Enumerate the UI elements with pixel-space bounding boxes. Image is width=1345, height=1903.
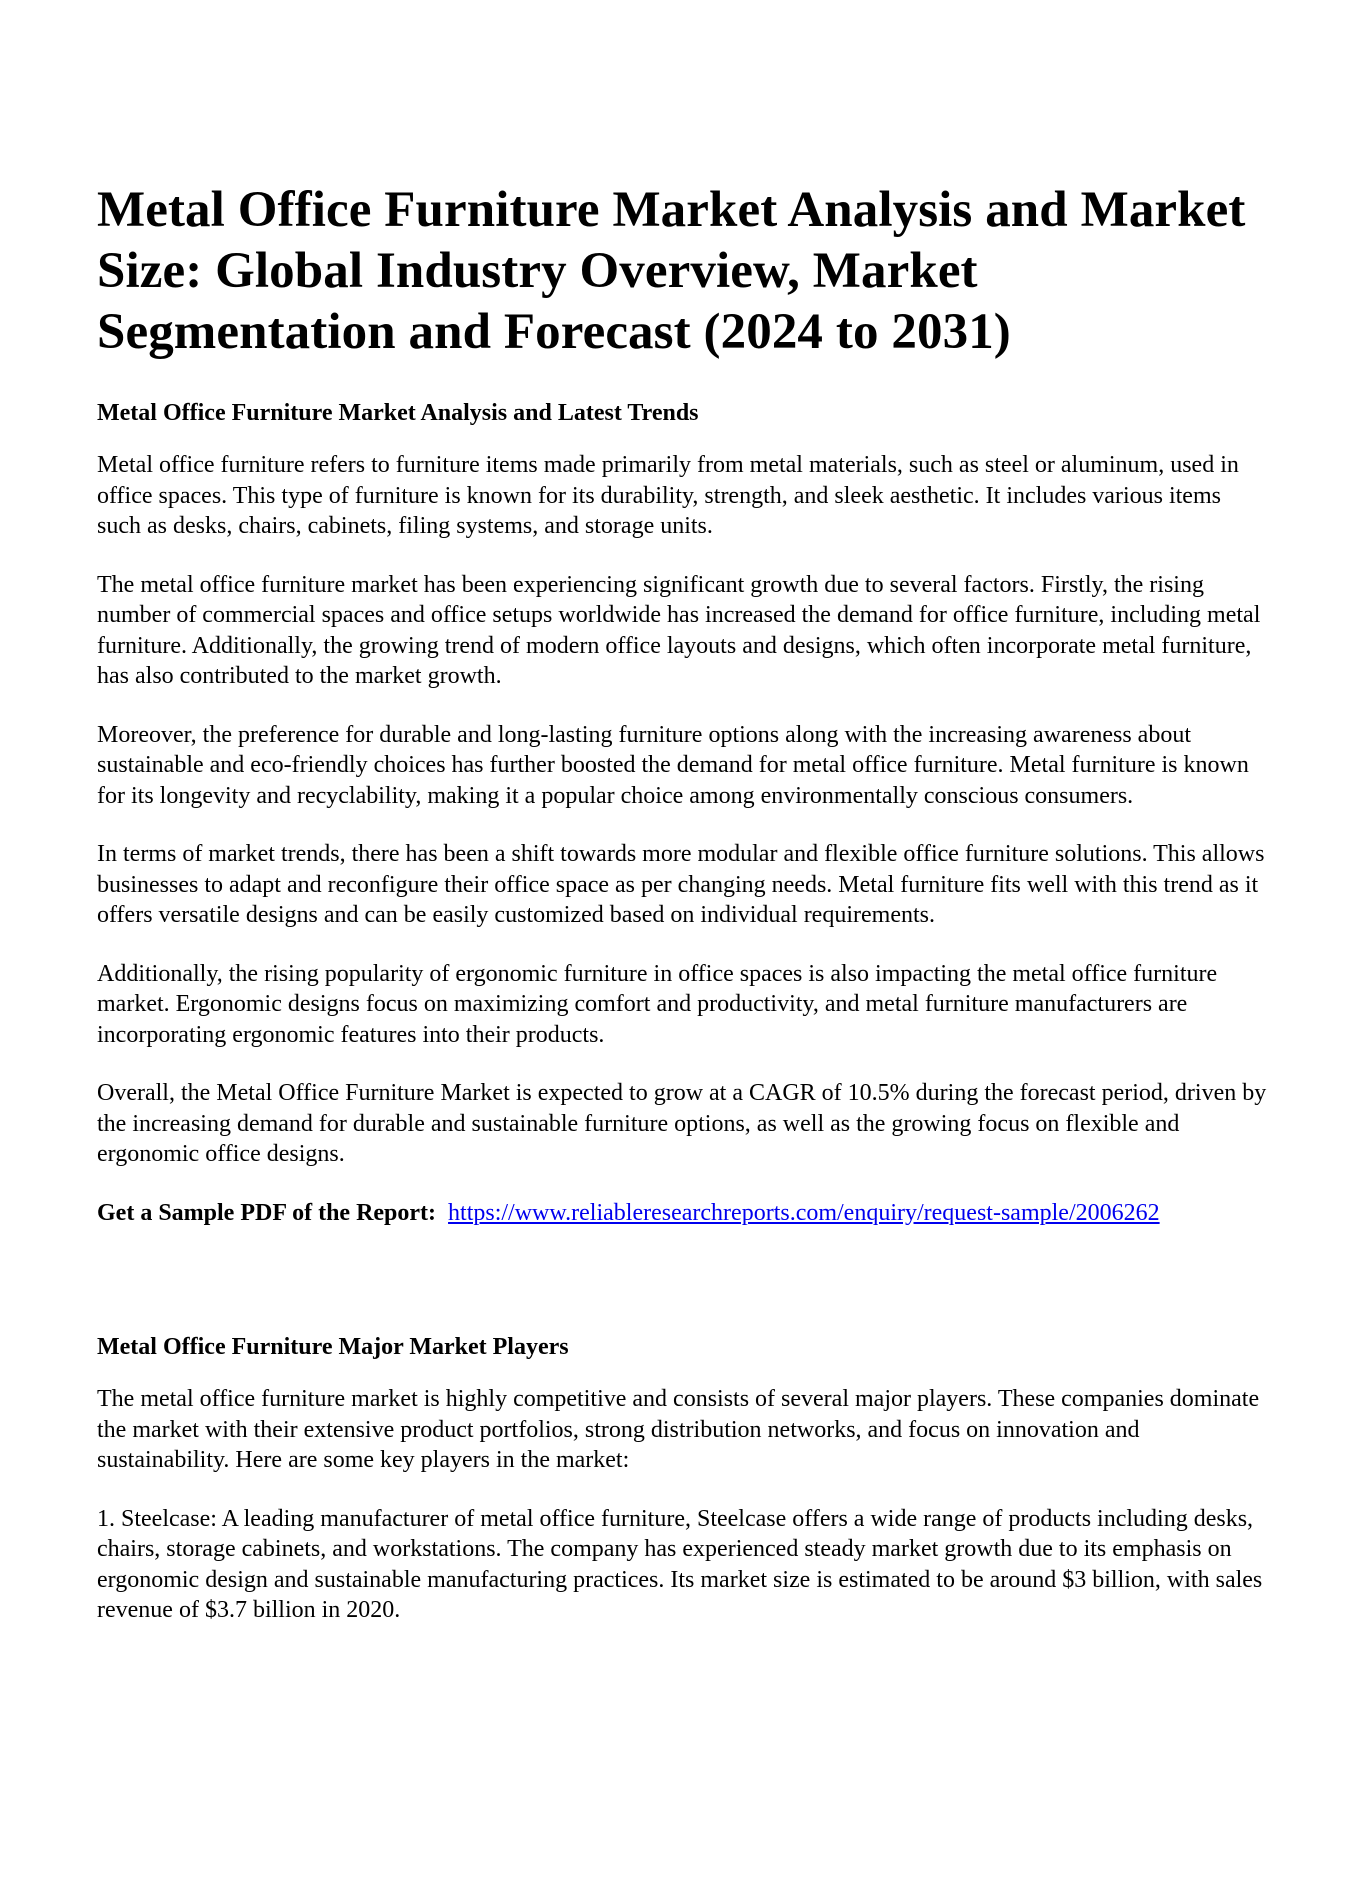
sample-pdf-link[interactable]: https://www.reliableresearchreports.com/enquiry/request-sample/2006262 (448, 1199, 1160, 1226)
sample-pdf-line (97, 1198, 1267, 1229)
paragraph: Moreover, the preference for durable and long-lasting furniture options along with the increasing awareness about sustainable and eco-friendly choices has further boosted the demand for metal office furniture. Metal furniture is known for its longevity and recyclability, making it a popular choice among environmentally conscious consumers. (97, 721, 1249, 809)
section-heading-players: Metal Office Furniture Major Market Players (97, 1334, 569, 1360)
section-heading-trends: Metal Office Furniture Market Analysis and Latest Trends (97, 400, 699, 426)
paragraph: The metal office furniture market has been experiencing significant growth due to several factors. Firstly, the rising number of commercial spaces and office setups worldwide has increased the demand for office furniture, including metal furniture. Additionally, the growing trend of modern office layouts and designs, which often incorporate metal furniture, has also contributed to the market growth. (97, 571, 1261, 689)
paragraph: The metal office furniture market is highly competitive and consists of several major players. These companies dominate the market with their extensive product portfolios, strong distribution networks, and focus on innovation and sustainability. Here are some key players in the market: (97, 1386, 1260, 1473)
paragraph: 1. Steelcase: A leading manufacturer of metal office furniture, Steelcase offers a wide range of products including desks, chairs, storage cabinets, and workstations. The company has experienced steady market growth due to its emphasis on ergonomic design and sustainable manufacturing practices. Its market size is estimated to be around $3 billion, with sales revenue of $3.7 billion in 2020. (97, 1505, 1263, 1623)
paragraph: Additionally, the rising popularity of ergonomic furniture in office spaces is also impacting the metal office furniture market. Ergonomic designs focus on maximizing comfort and productivity, and metal furniture manufacturers are incorporating ergonomic features into their products. (97, 960, 1218, 1048)
page-title: Metal Office Furniture Market Analysis and Market Size: Global Industry Overview, Market Segmentation and Forecast (2024 to 2031) (97, 182, 1246, 360)
paragraph: Metal office furniture refers to furniture items made primarily from metal materials, such as steel or aluminum, used in office spaces. This type of furniture is known for its durability, strength, and sleek aesthetic. It includes various items such as desks, chairs, cabinets, filing systems, and storage units. (97, 452, 1239, 539)
document-page (97, 180, 1267, 1654)
section-spacer (97, 1228, 1267, 1332)
sample-pdf-label: Get a Sample PDF of the Report: (97, 1199, 437, 1226)
paragraph: In terms of market trends, there has been a shift towards more modular and flexible office furniture solutions. This allows businesses to adapt and reconfigure their office space as per changing needs. Metal furniture fits well with this trend as it offers versatile designs and can be easily customized based on individual requirements. (97, 841, 1265, 928)
paragraph: Overall, the Metal Office Furniture Market is expected to grow at a CAGR of 10.5% during the forecast period, driven by the increasing demand for durable and sustainable furniture options, as well as the growing focus on flexible and ergonomic office designs. (97, 1080, 1267, 1167)
